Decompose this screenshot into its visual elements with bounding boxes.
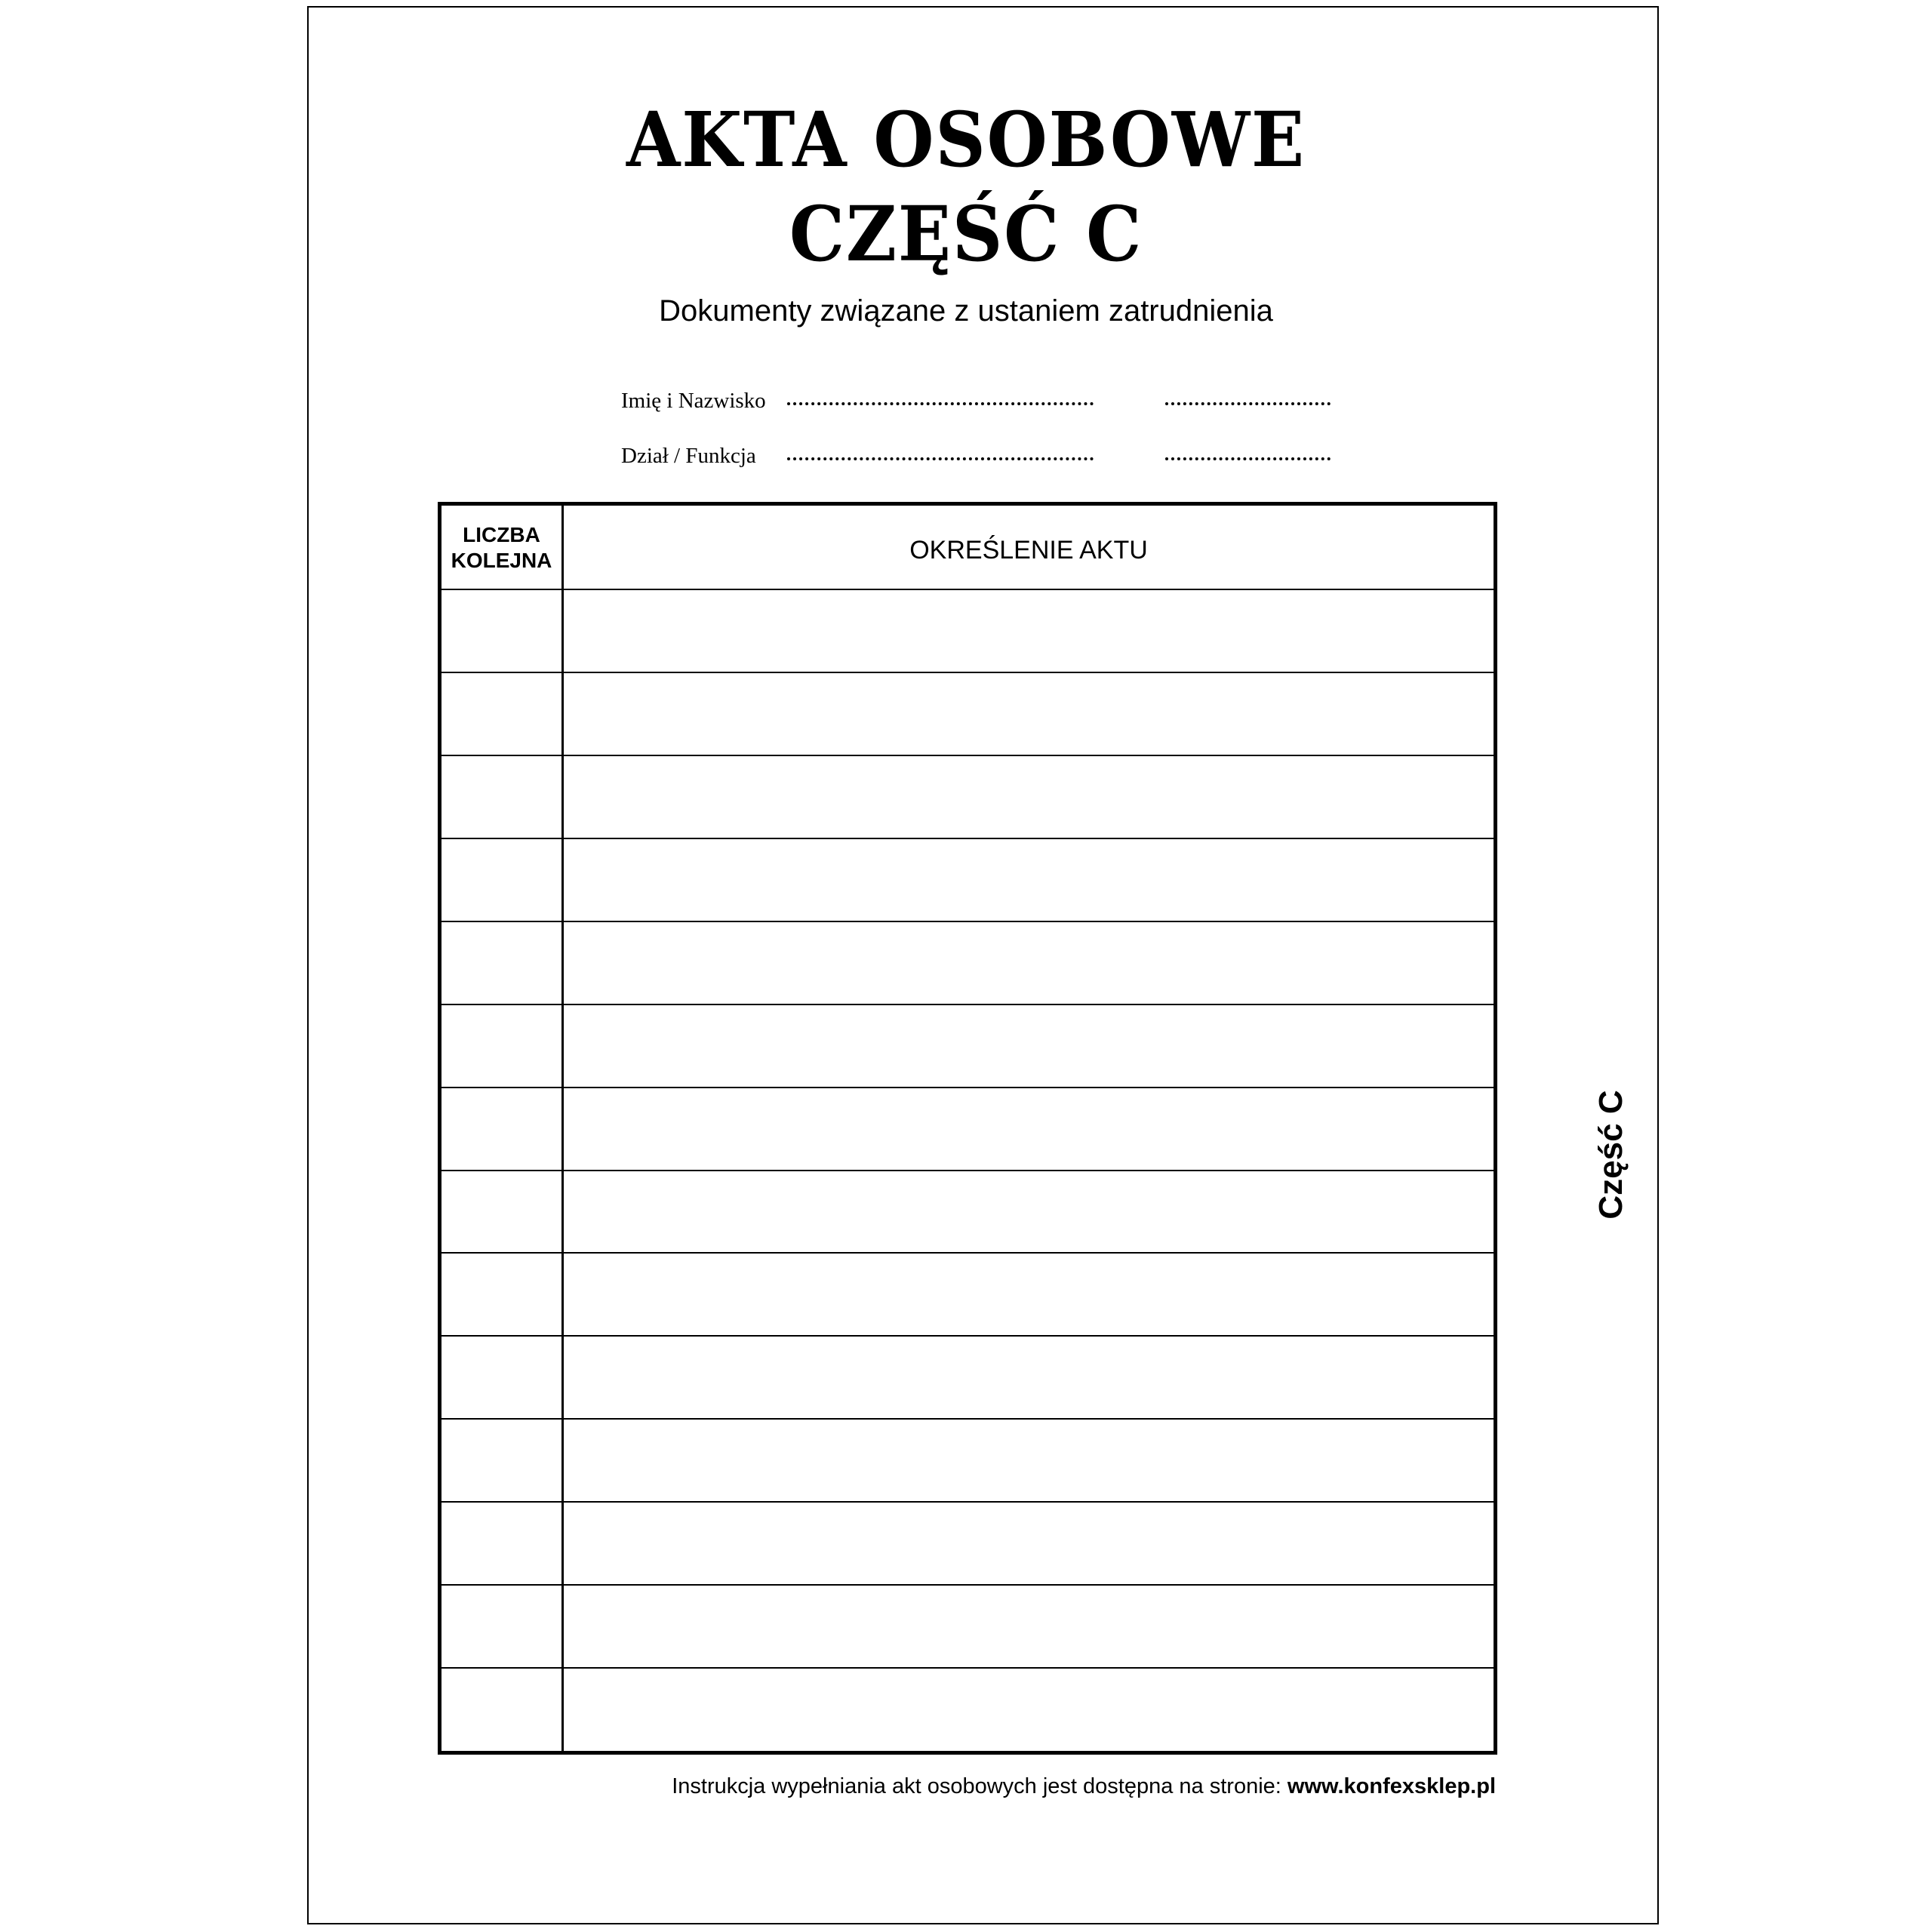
table-row-divider (441, 589, 1494, 590)
document-title: AKTA OSOBOWE (626, 95, 1306, 184)
footer-url[interactable]: www.konfexsklep.pl (1287, 1774, 1496, 1798)
column-header-number: LICZBA KOLEJNA (451, 523, 552, 572)
document-subtitle: Dokumenty związane z ustaniem zatrudnienia (659, 294, 1273, 328)
document-part-title: CZĘŚĆ C (789, 189, 1143, 278)
department-field-extra-line[interactable] (1165, 457, 1331, 460)
table-row-divider (441, 838, 1494, 839)
table-row-divider (441, 1004, 1494, 1005)
table-row-divider (441, 1087, 1494, 1088)
table-row-divider (441, 921, 1494, 922)
table-row-divider (441, 1501, 1494, 1503)
table-row-divider (441, 1170, 1494, 1171)
table-row-divider (441, 1335, 1494, 1337)
footer-note (672, 1776, 1496, 1798)
department-field-line[interactable] (787, 457, 1094, 460)
table-row-divider (441, 672, 1494, 673)
table-row-divider (441, 755, 1494, 756)
column-header-description: OKREŚLENIE AKTU (909, 536, 1148, 565)
footer-text: Instrukcja wypełniania akt osobowych jest dostępna na stronie: (672, 1774, 1287, 1798)
table-column-divider (561, 506, 564, 1751)
table-row-divider (441, 1418, 1494, 1420)
table-row-divider (441, 1667, 1494, 1669)
side-part-label: Część C (1592, 1090, 1629, 1220)
name-field-line[interactable] (787, 402, 1094, 405)
name-field-extra-line[interactable] (1165, 402, 1331, 405)
table-row-divider (441, 1252, 1494, 1254)
table-row-divider (441, 1584, 1494, 1586)
records-table (438, 502, 1497, 1755)
name-field-label: Imię i Nazwisko (621, 389, 766, 413)
department-field-label: Dział / Funkcja (621, 444, 756, 468)
